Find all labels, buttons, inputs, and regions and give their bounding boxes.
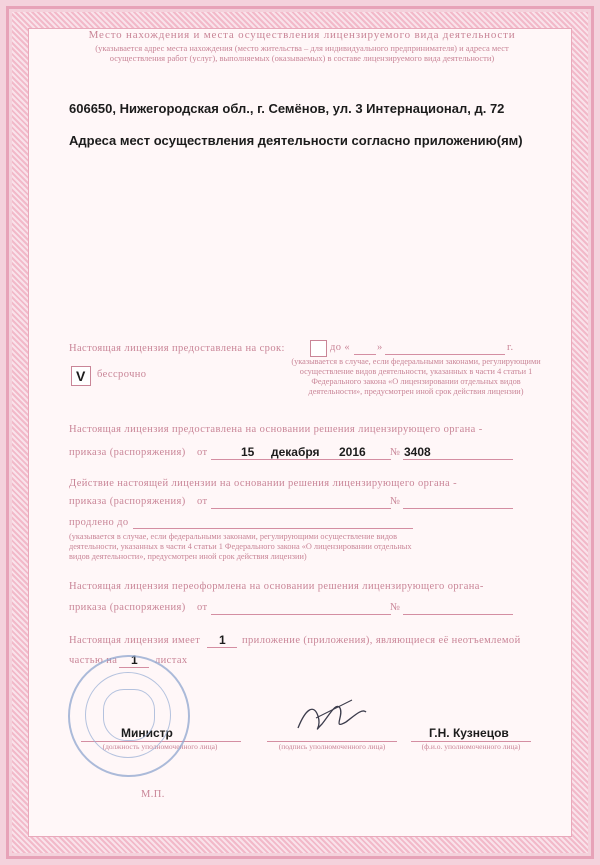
signature-caption: (подпись уполномоченного лица) <box>278 742 386 751</box>
extension-from-label: от <box>197 496 208 507</box>
seal-label: М.П. <box>141 789 165 800</box>
name-caption: (ф.и.о. уполномоченного лица) <box>421 742 521 751</box>
unlimited-check-mark: V <box>76 368 86 384</box>
unlimited-checkbox <box>71 366 91 386</box>
extension-date-line <box>211 508 391 509</box>
basis-number-line <box>403 459 513 460</box>
basis-from-label: от <box>197 447 208 458</box>
extension-label: Действие настоящей лицензии на основании решения лицензирующего органа - <box>69 478 458 489</box>
basis-month: декабря <box>271 445 320 459</box>
position-caption: (должность уполномоченного лица) <box>102 742 218 751</box>
extension-note: (указывается в случае, если федеральными законами, регулирующими осуществление видов деятельности, указанных в части 4 статьи 1 Федерального закона «О лицензировании отдельных видов деятельности», предусмотрен иной срок действия лицензии) <box>69 532 412 561</box>
until-year-suffix: г. <box>507 342 514 353</box>
seal-emblem-icon <box>103 689 155 741</box>
reissue-order-label: приказа (распоряжения) <box>69 602 186 613</box>
appendix-sheets: 1 <box>131 653 138 667</box>
signer-name: Г.Н. Кузнецов <box>429 726 509 740</box>
basis-year: 2016 <box>339 445 366 459</box>
until-mid: » <box>377 342 383 353</box>
unlimited-label: бессрочно <box>97 369 147 380</box>
location-header-note: (указывается адрес места нахождения (место жительства – для индивидуального предпринимателя) и адреса мест осуществления работ (услуг), выполняемых (оказываемых) в составе лицензируемого вида деятельности) <box>95 43 509 63</box>
term-label: Настоящая лицензия предоставлена на срок: <box>69 343 285 354</box>
reissue-label: Настоящая лицензия переоформлена на основании решения лицензирующего органа- <box>69 581 484 592</box>
basis-number-sign: № <box>390 447 401 458</box>
appendix-text-after: приложение (приложения), являющиеся её неотъемлемой <box>242 635 521 646</box>
until-label: до « <box>330 342 351 353</box>
basis-label: Настоящая лицензия предоставлена на основании решения лицензирующего органа - <box>69 424 483 435</box>
address-appendix-line: Адреса мест осуществления деятельности согласно приложению(ям) <box>69 133 523 148</box>
until-date-line <box>385 354 505 355</box>
basis-number: 3408 <box>404 445 431 459</box>
basis-day: 15 <box>241 445 255 459</box>
extension-number-sign: № <box>390 496 401 507</box>
until-note: (указывается в случае, если федеральными законами, регулирующими осуществление видов деятельности, указанных в части 4 статьи 1 Федерального закона «О лицензировании отдельных видов деятельности», предусмотрен иной срок действия лицензии) <box>291 357 541 396</box>
reissue-number-sign: № <box>390 602 401 613</box>
extension-number-line <box>403 508 513 509</box>
reissue-from-label: от <box>197 602 208 613</box>
reissue-number-line <box>403 614 513 615</box>
reissue-date-line <box>211 614 391 615</box>
appendix-text-before: Настоящая лицензия имеет <box>69 635 201 646</box>
location-header-title: Место нахождения и места осуществления лицензируемого вида деятельности <box>88 29 516 41</box>
basis-order-label: приказа (распоряжения) <box>69 447 186 458</box>
appendix-count-line <box>207 647 237 648</box>
handwritten-signature <box>292 694 372 740</box>
appendix-part-label: частью на <box>69 655 118 666</box>
appendix-sheets-label: листах <box>155 655 188 666</box>
basis-date-line <box>211 459 391 460</box>
address-line: 606650, Нижегородская обл., г. Семёнов, ул. 3 Интернационал, д. 72 <box>69 101 505 116</box>
extended-until-label: продлено до <box>69 517 129 528</box>
extended-until-line <box>133 528 413 529</box>
official-seal <box>68 655 190 777</box>
signer-position: Министр <box>121 726 173 740</box>
extension-order-label: приказа (распоряжения) <box>69 496 186 507</box>
appendix-count: 1 <box>219 633 226 647</box>
until-checkbox <box>310 340 327 357</box>
until-day-line <box>354 354 376 355</box>
